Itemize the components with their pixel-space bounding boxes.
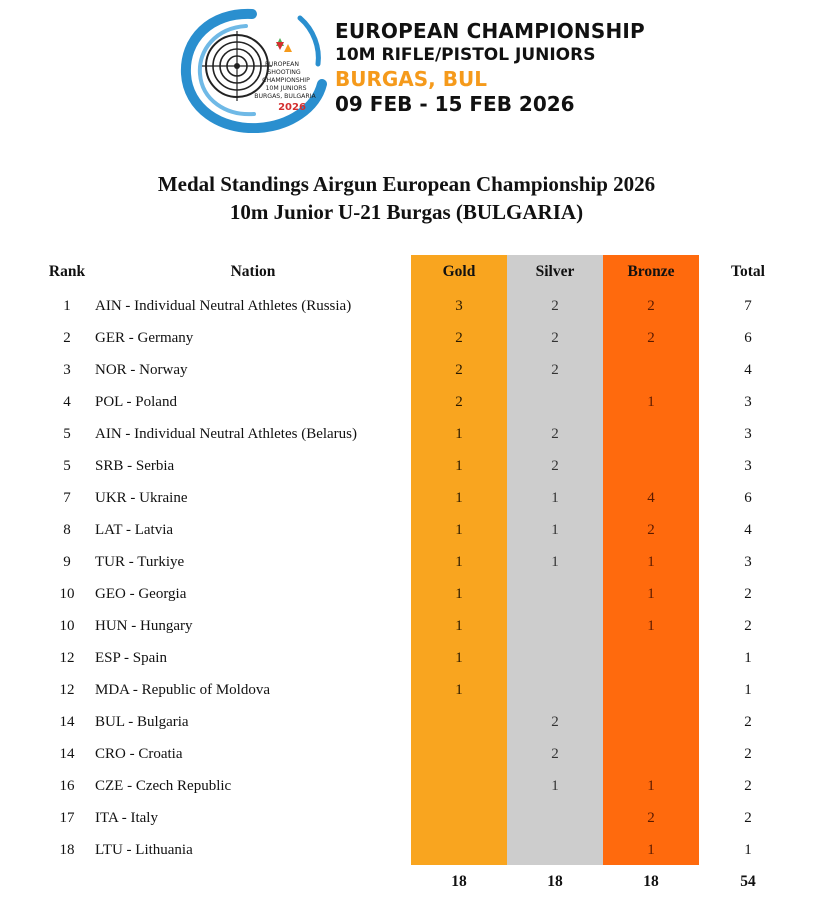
cell-bronze: 1	[647, 842, 655, 858]
cell-total: 1	[744, 842, 752, 858]
table-row	[0, 450, 813, 482]
cell-total: 1	[744, 650, 752, 666]
cell-silver: 2	[551, 298, 559, 314]
svg-text:BURGAS, BULGARIA: BURGAS, BULGARIA	[254, 93, 316, 100]
header-silver: Silver	[535, 263, 575, 280]
table-row	[0, 354, 813, 386]
cell-rank: 9	[63, 554, 71, 570]
table-row	[0, 738, 813, 770]
cell-nation: MDA - Republic of Moldova	[95, 682, 270, 698]
cell-total: 2	[744, 746, 752, 762]
table-row	[0, 386, 813, 418]
cell-rank: 8	[63, 522, 71, 538]
cell-rank: 10	[59, 618, 75, 634]
cell-bronze: 1	[647, 394, 655, 410]
table-body	[0, 290, 813, 866]
page-title-line1: Medal Standings Airgun European Championship 2026	[157, 172, 656, 196]
cell-total: 1	[744, 682, 752, 698]
cell-bronze: 4	[647, 490, 655, 506]
cell-nation: LTU - Lithuania	[95, 842, 193, 858]
cell-gold: 1	[455, 522, 463, 538]
cell-gold: 1	[455, 682, 463, 698]
table-row	[0, 802, 813, 834]
cell-rank: 7	[63, 490, 71, 506]
cell-rank: 12	[59, 682, 75, 698]
table-row	[0, 482, 813, 514]
header-bronze: Bronze	[627, 263, 675, 280]
cell-total: 2	[744, 714, 752, 730]
cell-silver: 2	[551, 714, 559, 730]
cell-rank: 17	[59, 810, 75, 826]
table-row	[0, 770, 813, 802]
cell-nation: POL - Poland	[95, 394, 177, 410]
cell-gold: 1	[455, 618, 463, 634]
cell-total: 2	[744, 778, 752, 794]
cell-rank: 18	[59, 842, 75, 858]
championship-emblem	[180, 8, 330, 133]
cell-bronze: 1	[647, 554, 655, 570]
table-row	[0, 610, 813, 642]
cell-bronze: 1	[647, 778, 655, 794]
cell-rank: 1	[63, 298, 71, 314]
table-row	[0, 706, 813, 738]
championship-logo-banner	[180, 8, 660, 133]
cell-total: 6	[744, 490, 752, 506]
header-rank: Rank	[48, 263, 86, 280]
cell-nation: NOR - Norway	[95, 362, 188, 378]
svg-text:EUROPEAN: EUROPEAN	[264, 61, 300, 68]
page-title	[0, 170, 813, 226]
cell-rank: 16	[59, 778, 75, 794]
cell-bronze: 1	[647, 618, 655, 634]
cell-rank: 4	[63, 394, 71, 410]
cell-gold: 1	[455, 490, 463, 506]
cell-total: 4	[744, 362, 752, 378]
medal-standings-table	[0, 257, 813, 866]
cell-silver: 2	[551, 746, 559, 762]
cell-nation: GEO - Georgia	[95, 586, 187, 602]
svg-text:SHOOTING: SHOOTING	[267, 69, 301, 76]
cell-rank: 2	[63, 330, 71, 346]
table-header-row	[0, 257, 813, 287]
cell-bronze: 2	[647, 298, 655, 314]
logo-line-location: BURGAS, BUL	[335, 67, 487, 91]
table-row	[0, 322, 813, 354]
table-row	[0, 578, 813, 610]
cell-rank: 5	[63, 458, 71, 474]
cell-nation: AIN - Individual Neutral Athletes (Belarus)	[95, 426, 358, 442]
table-row	[0, 546, 813, 578]
cell-silver: 1	[551, 522, 559, 538]
svg-text:2026: 2026	[278, 102, 306, 113]
cell-gold: 1	[455, 554, 463, 570]
cell-nation: HUN - Hungary	[95, 618, 193, 634]
cell-gold: 2	[455, 330, 463, 346]
table-row	[0, 514, 813, 546]
total-bronze: 18	[643, 873, 659, 890]
cell-silver: 2	[551, 330, 559, 346]
total-silver: 18	[547, 873, 563, 890]
cell-rank: 10	[59, 586, 75, 602]
cell-total: 2	[744, 618, 752, 634]
cell-silver: 2	[551, 362, 559, 378]
cell-rank: 5	[63, 426, 71, 442]
cell-nation: ESP - Spain	[95, 650, 167, 666]
cell-gold: 2	[455, 394, 463, 410]
cell-rank: 14	[59, 746, 75, 762]
logo-line-dates: 09 FEB - 15 FEB 2026	[335, 92, 575, 116]
cell-nation: AIN - Individual Neutral Athletes (Russia)	[95, 298, 352, 314]
cell-nation: SRB - Serbia	[95, 458, 175, 474]
cell-total: 3	[744, 426, 752, 442]
cell-total: 3	[744, 394, 752, 410]
table-row	[0, 834, 813, 866]
cell-gold: 1	[455, 426, 463, 442]
svg-text:CHAMPIONSHIP: CHAMPIONSHIP	[262, 77, 310, 84]
cell-silver: 2	[551, 458, 559, 474]
cell-rank: 14	[59, 714, 75, 730]
header-total: Total	[731, 263, 765, 280]
cell-bronze: 2	[647, 522, 655, 538]
cell-bronze: 2	[647, 810, 655, 826]
cell-nation: TUR - Turkiye	[95, 554, 185, 570]
cell-total: 2	[744, 586, 752, 602]
cell-silver: 1	[551, 778, 559, 794]
cell-silver: 1	[551, 554, 559, 570]
totals-row	[0, 866, 813, 898]
cell-total: 2	[744, 810, 752, 826]
logo-text	[335, 20, 665, 116]
svg-text:10M JUNIORS: 10M JUNIORS	[265, 85, 307, 92]
cell-gold: 1	[455, 458, 463, 474]
logo-line-event: EUROPEAN CHAMPIONSHIP	[335, 19, 645, 43]
table-row	[0, 642, 813, 674]
cell-bronze: 2	[647, 330, 655, 346]
cell-gold: 1	[455, 650, 463, 666]
cell-gold: 2	[455, 362, 463, 378]
cell-nation: GER - Germany	[95, 330, 194, 346]
cell-total: 3	[744, 554, 752, 570]
logo-line-discipline: 10M RIFLE/PISTOL JUNIORS	[335, 45, 596, 65]
total-all: 54	[740, 873, 756, 890]
header-nation: Nation	[230, 263, 276, 280]
cell-total: 3	[744, 458, 752, 474]
table-row	[0, 418, 813, 450]
page-title-line2: 10m Junior U-21 Burgas (BULGARIA)	[229, 200, 584, 224]
cell-nation: LAT - Latvia	[95, 522, 174, 538]
cell-nation: UKR - Ukraine	[95, 490, 188, 506]
cell-gold: 1	[455, 586, 463, 602]
cell-silver: 1	[551, 490, 559, 506]
header-gold: Gold	[442, 263, 476, 280]
cell-total: 6	[744, 330, 752, 346]
cell-gold: 3	[455, 298, 463, 314]
cell-nation: CRO - Croatia	[95, 746, 183, 762]
cell-bronze: 1	[647, 586, 655, 602]
total-gold: 18	[451, 873, 467, 890]
cell-rank: 12	[59, 650, 75, 666]
cell-total: 7	[744, 298, 752, 314]
cell-rank: 3	[63, 362, 71, 378]
cell-total: 4	[744, 522, 752, 538]
cell-silver: 2	[551, 426, 559, 442]
cell-nation: ITA - Italy	[95, 810, 158, 826]
table-row	[0, 674, 813, 706]
table-row	[0, 290, 813, 322]
cell-nation: CZE - Czech Republic	[95, 778, 232, 794]
cell-nation: BUL - Bulgaria	[95, 714, 189, 730]
